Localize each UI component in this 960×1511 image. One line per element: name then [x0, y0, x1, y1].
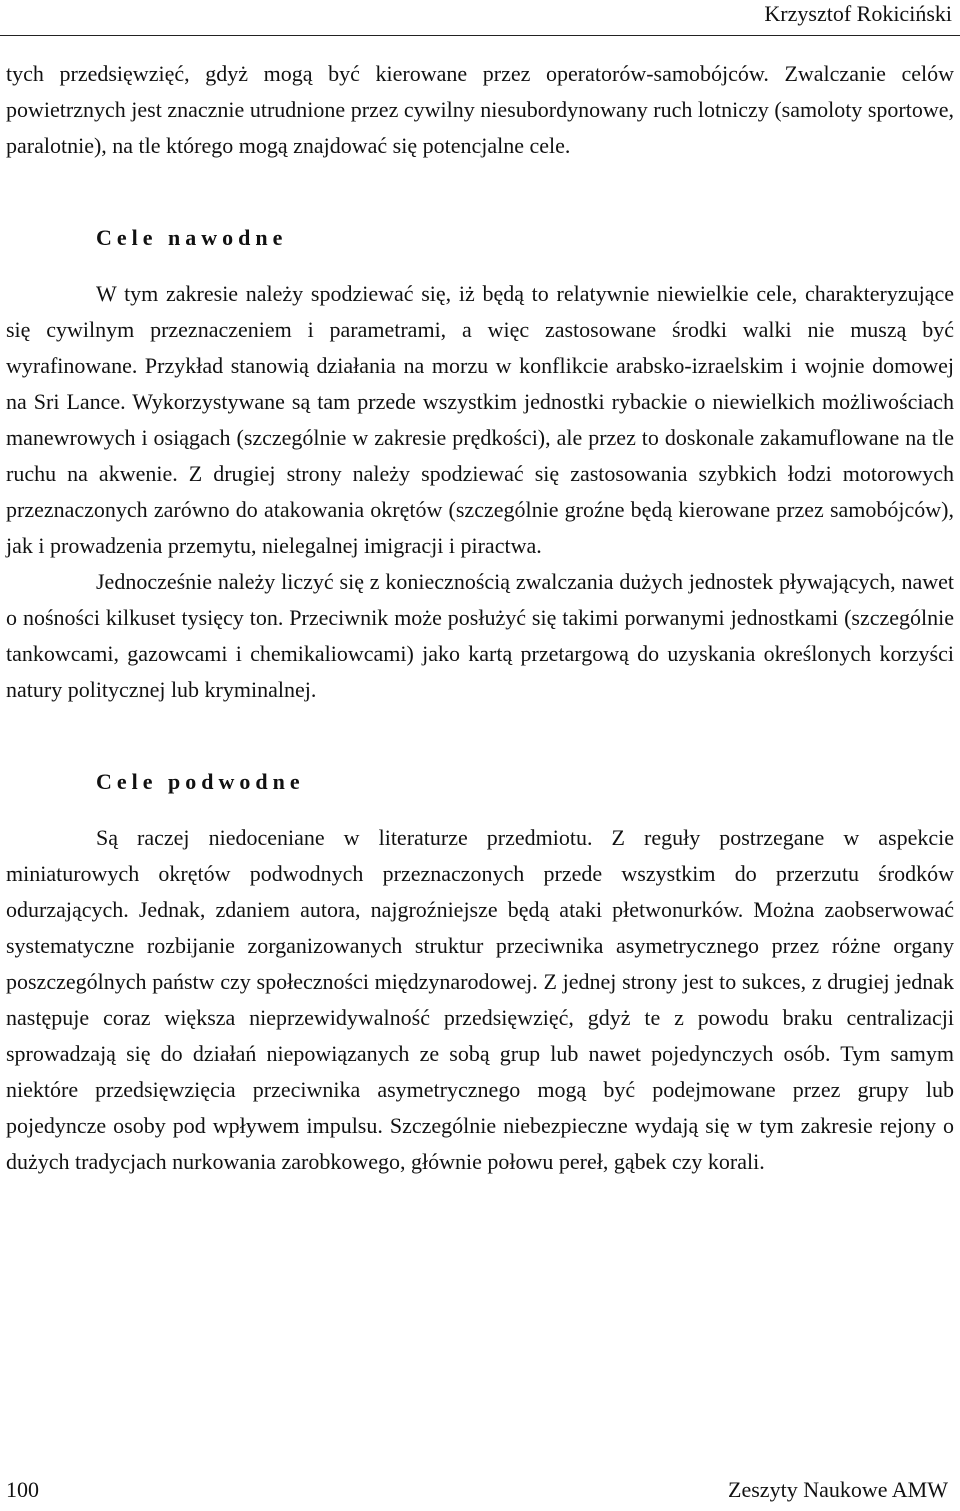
page-body	[6, 56, 954, 1180]
paragraph: Są raczej niedoceniane w literaturze przedmiotu. Z reguły postrzegane w aspekcie miniaturowych okrętów podwodnych przeznaczonych przede wszystkim do przerzutu środków odurzających. Jednak, zdaniem autora, najgroźniejsze będą ataki płetwonurków. Można zaobserwować systematyczne rozbijanie zorganizowanych struktur przeciwnika asymetrycznego przez różne organy poszczególnych państw czy społeczności międzynarodowej. Z jednej strony jest to sukces, z drugiej jednak następuje coraz większa nieprzewidywalność przedsięwzięć, gdyż te z powodu braku centralizacji sprowadzają się do działań niepowiązanych ze sobą grup lub nawet pojedynczych osób. Tym samym niektóre przedsięwzięcia przeciwnika asymetrycznego mogą być podejmowane przez grupy lub pojedyncze osoby pod wpływem impulsu. Szczególnie niebezpieczne wydają się w tym zakresie rejony o dużych tradycjach nurkowania zarobkowego, głównie połowu pereł, gąbek czy korali.	[6, 825, 954, 1174]
section-heading-surface-targets: Cele nawodne	[96, 225, 288, 250]
section-heading-underwater-targets: Cele podwodne	[96, 769, 305, 794]
page-number: 100	[6, 1477, 39, 1502]
paragraph: tych przedsięwzięć, gdyż mogą być kierowane przez operatorów-samobójców. Zwalczanie celów powietrznych jest znacznie utrudnione przez cywilny niesubordynowany ruch lotniczy (samoloty sportowe, paralotnie), na tle którego mogą znajdować się potencjalne cele.	[6, 61, 954, 158]
page-footer	[6, 1476, 954, 1504]
journal-name: Zeszyty Naukowe AMW	[728, 1477, 948, 1502]
paragraph: Jednocześnie należy liczyć się z koniecznością zwalczania dużych jednostek pływających, nawet o nośności kilkuset tysięcy ton. Przeciwnik może posłużyć się takimi porwanymi jednostkami (szczególnie tankowcami, gazowcami i chemikaliowcami) jako kartą przetargową do uzyskania określonych korzyści natury politycznej lub kryminalnej.	[6, 569, 954, 702]
paragraph: W tym zakresie należy spodziewać się, iż będą to relatywnie niewielkie cele, charakteryzujące się cywilnym przeznaczeniem i parametrami, a więc zastosowane środki walki nie muszą być wyrafinowane. Przykład stanowią działania na morzu w konflikcie arabsko-izraelskim i wojnie domowej na Sri Lance. Wykorzystywane są tam przede wszystkim jednostki rybackie o niewielkich możliwościach manewrowych i osiągach (szczególnie w zakresie prędkości), ale przez to doskonale zakamuflowane na tle ruchu na akwenie. Z drugiej strony należy spodziewać się zastosowania szybkich łodzi motorowych przeznaczonych zarówno do atakowania okrętów (szczególnie groźne będą kierowane przez samobójców), jak i prowadzenia przemytu, nielegalnej imigracji i piractwa.	[6, 281, 954, 558]
running-header-author: Krzysztof Rokiciński	[764, 1, 952, 26]
page-header	[0, 0, 960, 36]
